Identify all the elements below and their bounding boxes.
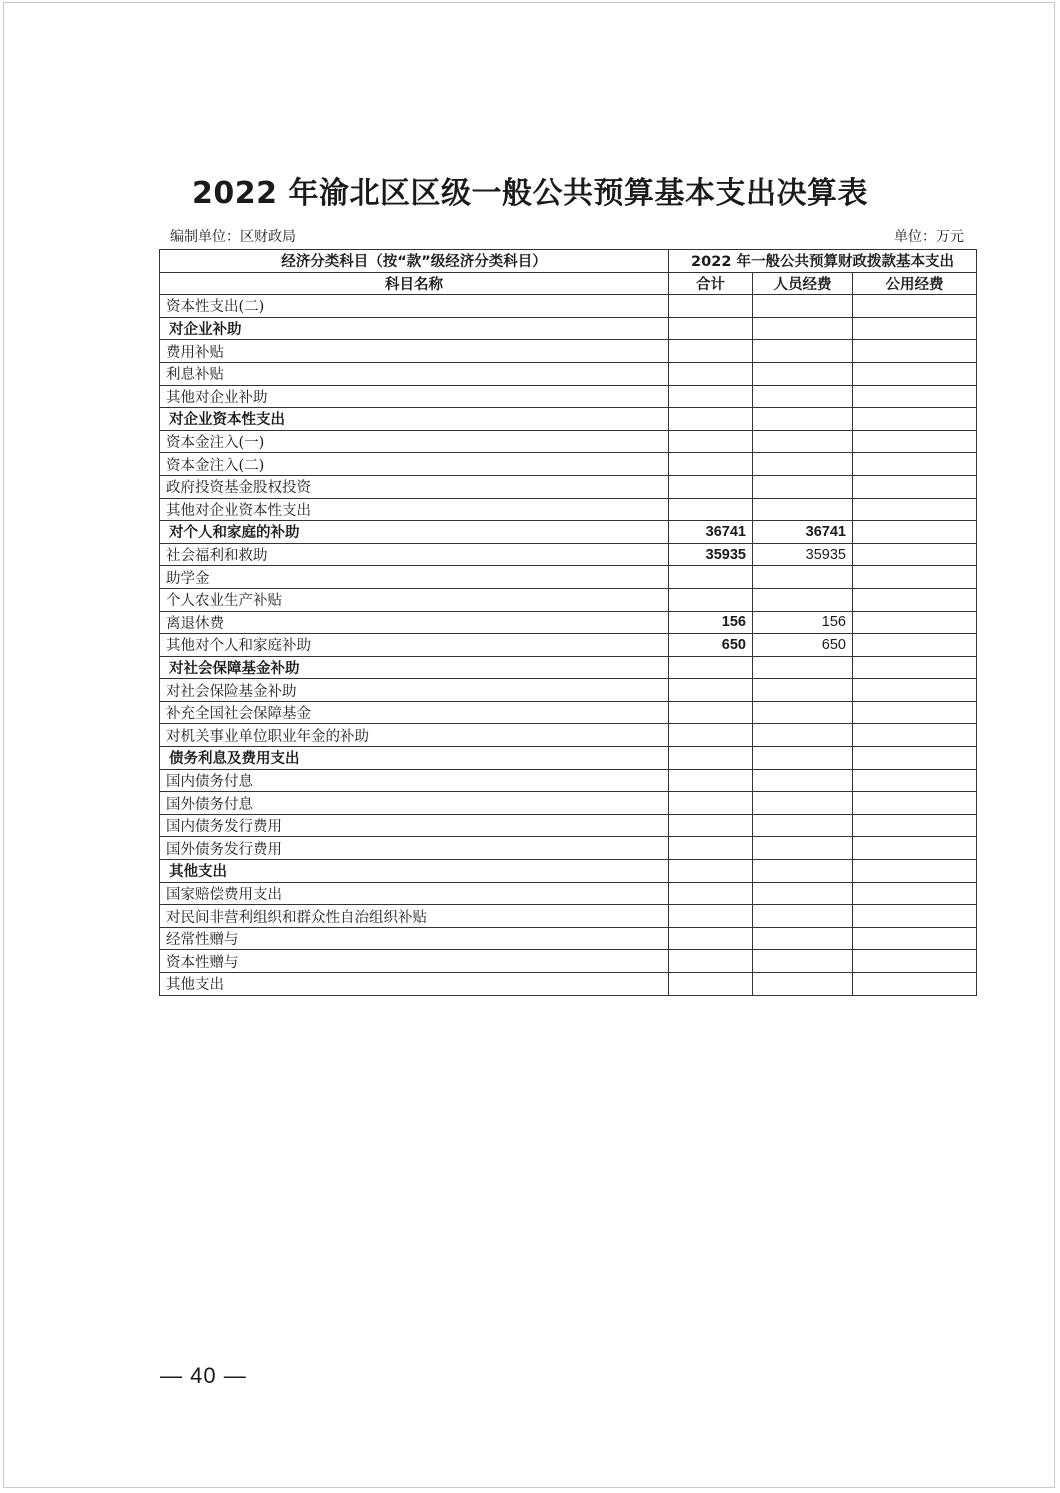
budget-table (159, 249, 977, 996)
total-cell (669, 905, 753, 928)
table-row (160, 769, 977, 792)
category-row (160, 747, 977, 770)
total-cell (669, 769, 753, 792)
page-title: 2022 年渝北区区级一般公共预算基本支出决算表 (192, 176, 868, 211)
total-cell (669, 927, 753, 950)
public-cell (853, 769, 977, 792)
personnel-cell (753, 882, 853, 905)
personnel-cell (753, 453, 853, 476)
public-cell (853, 430, 977, 453)
item-name-cell: 对企业资本性支出 (160, 408, 669, 431)
item-name-cell: 其他对个人和家庭补助 (160, 634, 669, 657)
personnel-cell (753, 950, 853, 973)
total-cell (669, 679, 753, 702)
total-cell (669, 453, 753, 476)
compiler-label: 编制单位：区财政局 (170, 229, 296, 245)
header-economic-classification: 经济分类科目（按“款”级经济分类科目） (160, 250, 669, 273)
public-cell (853, 656, 977, 679)
table-body (160, 295, 977, 995)
table-row (160, 724, 977, 747)
public-cell (853, 498, 977, 521)
total-cell (669, 814, 753, 837)
table-row (160, 385, 977, 408)
table-row (160, 837, 977, 860)
total-cell (669, 860, 753, 883)
table-row (160, 475, 977, 498)
item-name-cell: 个人农业生产补贴 (160, 588, 669, 611)
personnel-cell (753, 385, 853, 408)
personnel-cell (753, 724, 853, 747)
item-name-cell: 国外债务付息 (160, 792, 669, 815)
public-cell (853, 566, 977, 589)
personnel-cell: 156 (753, 611, 853, 634)
item-name-cell: 国内债务发行费用 (160, 814, 669, 837)
public-cell (853, 340, 977, 363)
public-cell (853, 814, 977, 837)
personnel-cell (753, 317, 853, 340)
total-cell (669, 475, 753, 498)
item-name-cell: 资本金注入(一) (160, 430, 669, 453)
table-row (160, 701, 977, 724)
total-cell (669, 385, 753, 408)
total-cell (669, 588, 753, 611)
header-public: 公用经费 (853, 272, 977, 295)
table-row (160, 566, 977, 589)
personnel-cell: 36741 (753, 521, 853, 544)
table-row (160, 362, 977, 385)
item-name-cell: 助学金 (160, 566, 669, 589)
personnel-cell (753, 566, 853, 589)
personnel-cell (753, 927, 853, 950)
item-name-cell: 资本性支出(二) (160, 295, 669, 318)
public-cell (853, 860, 977, 883)
public-cell (853, 317, 977, 340)
total-cell (669, 362, 753, 385)
total-cell (669, 295, 753, 318)
item-name-cell: 经常性赠与 (160, 927, 669, 950)
public-cell (853, 679, 977, 702)
public-cell (853, 837, 977, 860)
personnel-cell (753, 837, 853, 860)
item-name-cell: 对机关事业单位职业年金的补助 (160, 724, 669, 747)
personnel-cell (753, 588, 853, 611)
public-cell (853, 521, 977, 544)
total-cell: 156 (669, 611, 753, 634)
total-cell (669, 566, 753, 589)
public-cell (853, 611, 977, 634)
total-cell (669, 882, 753, 905)
total-cell (669, 430, 753, 453)
public-cell (853, 385, 977, 408)
item-name-cell: 其他对企业补助 (160, 385, 669, 408)
total-cell (669, 656, 753, 679)
table-row (160, 611, 977, 634)
personnel-cell (753, 973, 853, 996)
total-cell (669, 950, 753, 973)
table-row (160, 905, 977, 928)
table-row (160, 340, 977, 363)
header-personnel: 人员经费 (753, 272, 853, 295)
public-cell (853, 588, 977, 611)
public-cell (853, 295, 977, 318)
public-cell (853, 453, 977, 476)
total-cell (669, 792, 753, 815)
total-cell: 35935 (669, 543, 753, 566)
page-number: — 40 — (160, 1363, 247, 1388)
table-row (160, 498, 977, 521)
table-row (160, 973, 977, 996)
table-row (160, 295, 977, 318)
item-name-cell: 对民间非营利组织和群众性自治组织补贴 (160, 905, 669, 928)
total-cell (669, 317, 753, 340)
total-cell (669, 701, 753, 724)
header-total: 合计 (669, 272, 753, 295)
total-cell (669, 724, 753, 747)
public-cell (853, 905, 977, 928)
personnel-cell (753, 792, 853, 815)
item-name-cell: 离退休费 (160, 611, 669, 634)
personnel-cell (753, 814, 853, 837)
item-name-cell: 利息补贴 (160, 362, 669, 385)
personnel-cell (753, 340, 853, 363)
table-row (160, 792, 977, 815)
personnel-cell (753, 295, 853, 318)
item-name-cell: 费用补贴 (160, 340, 669, 363)
personnel-cell (753, 747, 853, 770)
personnel-cell (753, 475, 853, 498)
table-row (160, 679, 977, 702)
item-name-cell: 国内债务付息 (160, 769, 669, 792)
personnel-cell (753, 656, 853, 679)
personnel-cell (753, 679, 853, 702)
personnel-cell (753, 701, 853, 724)
table-row (160, 588, 977, 611)
public-cell (853, 747, 977, 770)
public-cell (853, 543, 977, 566)
item-name-cell: 政府投资基金股权投资 (160, 475, 669, 498)
personnel-cell (753, 905, 853, 928)
item-name-cell: 债务利息及费用支出 (160, 747, 669, 770)
public-cell (853, 475, 977, 498)
public-cell (853, 362, 977, 385)
total-cell: 650 (669, 634, 753, 657)
table-row (160, 950, 977, 973)
item-name-cell: 其他支出 (160, 973, 669, 996)
header-item-name: 科目名称 (160, 272, 669, 295)
total-cell (669, 340, 753, 363)
item-name-cell: 资本金注入(二) (160, 453, 669, 476)
table-row (160, 814, 977, 837)
personnel-cell (753, 430, 853, 453)
item-name-cell: 对社会保障基金补助 (160, 656, 669, 679)
item-name-cell: 对个人和家庭的补助 (160, 521, 669, 544)
item-name-cell: 国家赔偿费用支出 (160, 882, 669, 905)
item-name-cell: 对企业补助 (160, 317, 669, 340)
personnel-cell (753, 362, 853, 385)
item-name-cell: 其他支出 (160, 860, 669, 883)
table-row (160, 927, 977, 950)
total-cell (669, 408, 753, 431)
public-cell (853, 634, 977, 657)
personnel-cell (753, 498, 853, 521)
total-cell (669, 837, 753, 860)
item-name-cell: 社会福利和救助 (160, 543, 669, 566)
total-cell (669, 973, 753, 996)
public-cell (853, 701, 977, 724)
personnel-cell: 650 (753, 634, 853, 657)
personnel-cell: 35935 (753, 543, 853, 566)
public-cell (853, 724, 977, 747)
table-row (160, 430, 977, 453)
category-row (160, 656, 977, 679)
table-row (160, 453, 977, 476)
personnel-cell (753, 860, 853, 883)
table-row (160, 543, 977, 566)
category-row (160, 860, 977, 883)
total-cell (669, 747, 753, 770)
total-cell (669, 498, 753, 521)
table-row (160, 634, 977, 657)
public-cell (853, 973, 977, 996)
table-row (160, 882, 977, 905)
header-basic-expenditure: 2022 年一般公共预算财政拨款基本支出 (669, 250, 977, 273)
public-cell (853, 927, 977, 950)
public-cell (853, 792, 977, 815)
public-cell (853, 950, 977, 973)
category-row (160, 408, 977, 431)
item-name-cell: 其他对企业资本性支出 (160, 498, 669, 521)
public-cell (853, 882, 977, 905)
personnel-cell (753, 408, 853, 431)
item-name-cell: 对社会保险基金补助 (160, 679, 669, 702)
total-cell: 36741 (669, 521, 753, 544)
public-cell (853, 408, 977, 431)
unit-label: 单位：万元 (894, 229, 964, 245)
category-row (160, 317, 977, 340)
personnel-cell (753, 769, 853, 792)
item-name-cell: 补充全国社会保障基金 (160, 701, 669, 724)
category-row (160, 521, 977, 544)
item-name-cell: 国外债务发行费用 (160, 837, 669, 860)
item-name-cell: 资本性赠与 (160, 950, 669, 973)
